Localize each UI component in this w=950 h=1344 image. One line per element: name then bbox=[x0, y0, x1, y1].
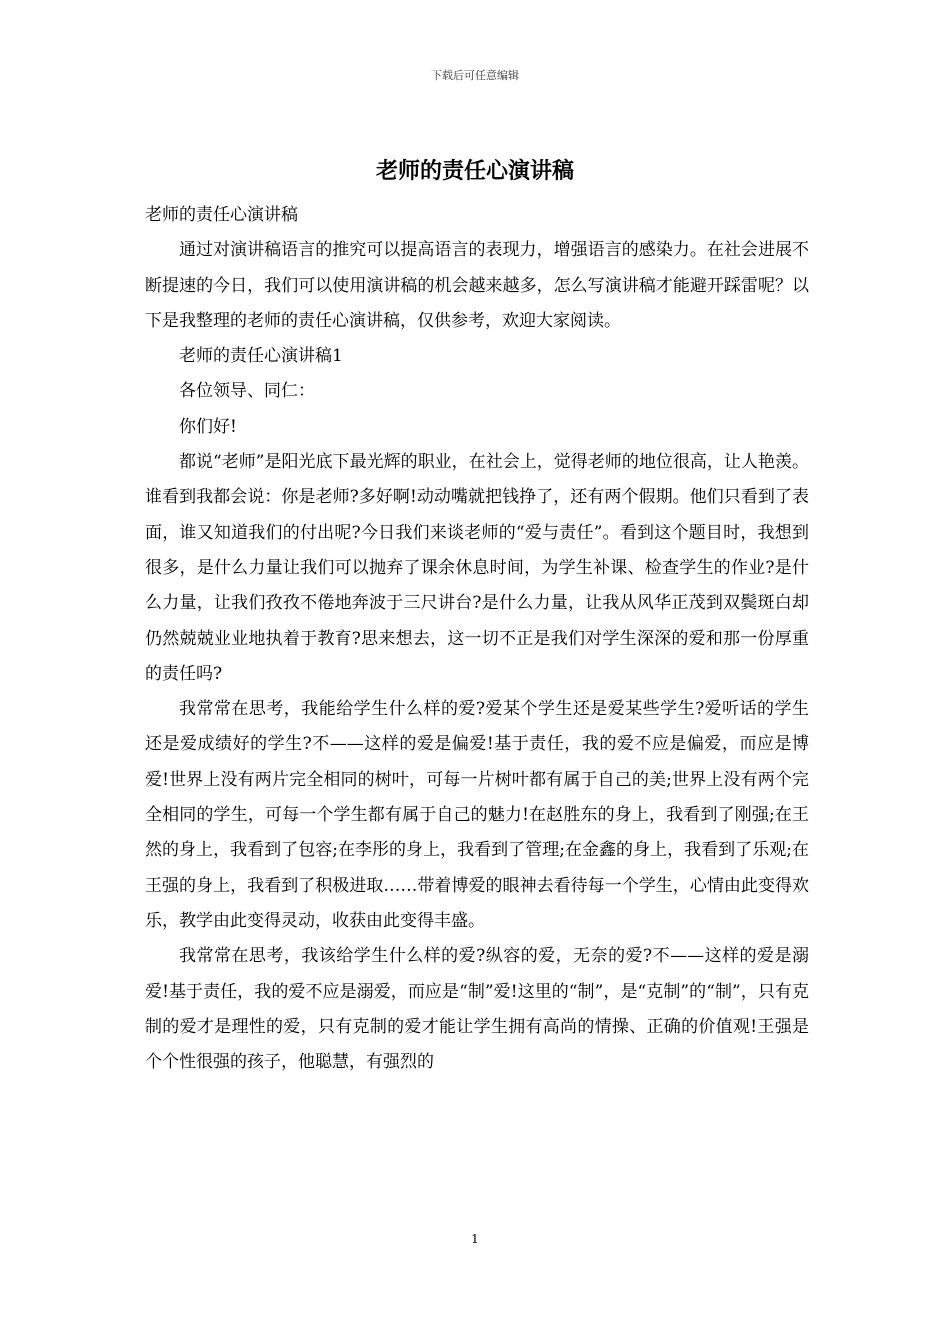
header-note: 下载后可任意编辑 bbox=[431, 69, 519, 82]
paragraph: 我常常在思考，我能给学生什么样的爱?爱某个学生还是爱某些学生?爱听话的学生还是爱成绩好的学生?不——这样的爱是偏爱!基于责任，我的爱不应是偏爱，而应是博爱!世界上没有两片完全相同的树叶，可每一片树叶都有属于自己的美;世界上没有两个完全相同的学生，可每一个学生都有属于自己的魅力!在赵胜东的身上，我看到了刚强;在王然的身上，我看到了包容;在李彤的身上，我看到了管理;在金鑫的身上，我看到了乐观;在王强的身上，我看到了积极进取……带着博爱的眼神去看待每一个学生，心情由此变得欢乐，教学由此变得灵动，收获由此变得丰盛。 bbox=[145, 699, 809, 931]
document-title: 老师的责任心演讲稿 bbox=[375, 158, 574, 184]
document-body bbox=[145, 198, 809, 1080]
paragraph: 都说“老师”是阳光底下最光辉的职业，在社会上，觉得老师的地位很高，让人艳羡。谁看到我都会说：你是老师?多好啊!动动嘴就把钱挣了，还有两个假期。他们只看到了表面，谁又知道我们的付出呢?今日我们来谈老师的“爱与责任”。看到这个题目时，我想到很多，是什么力量让我们可以抛弃了课余休息时间，为学生补课、检查学生的作业?是什么力量，让我们孜孜不倦地奔波于三尺讲台?是什么力量，让我从风华正茂到双鬓斑白却仍然兢兢业业地执着于教育?思来想去，这一切不正是我们对学生深深的爱和那一份厚重的责任吗? bbox=[145, 452, 809, 684]
page-number: 1 bbox=[471, 1232, 479, 1246]
paragraph: 通过对演讲稿语言的推究可以提高语言的表现力，增强语言的感染力。在社会进展不断提速的今日，我们可以使用演讲稿的机会越来越多，怎么写演讲稿才能避开踩雷呢？以下是我整理的老师的责任心演讲稿，仅供参考，欢迎大家阅读。 bbox=[145, 240, 809, 331]
paragraph: 老师的责任心演讲稿1 bbox=[179, 346, 343, 367]
paragraph: 我常常在思考，我该给学生什么样的爱?纵容的爱，无奈的爱?不——这样的爱是溺爱!基于责任，我的爱不应是溺爱，而应是“制”爱!这里的“制”，是“克制”的“制”，只有克制的爱才是理性的爱，只有克制的爱才能让学生拥有高尚的情操、正确的价值观!王强是个个性很强的孩子，他聪慧，有强烈的 bbox=[145, 946, 809, 1073]
paragraph: 你们好! bbox=[179, 416, 237, 437]
paragraph: 老师的责任心演讲稿 bbox=[145, 205, 298, 225]
paragraph: 各位领导、同仁： bbox=[179, 381, 315, 402]
